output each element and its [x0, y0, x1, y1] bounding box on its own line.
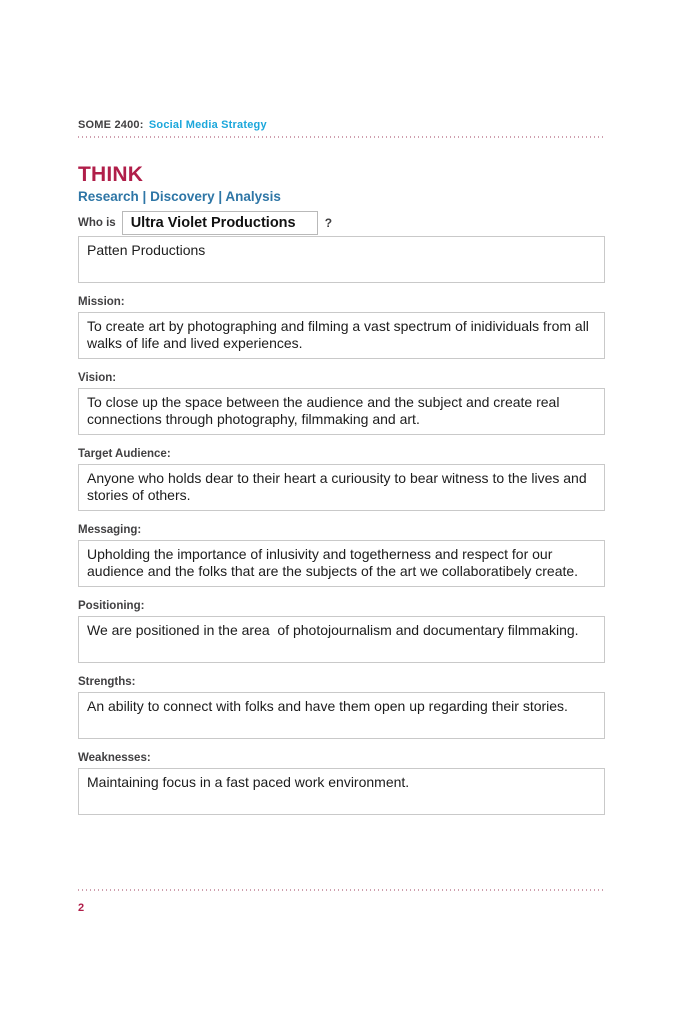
field-box-messaging[interactable]: Upholding the importance of inlusivity and togetherness and respect for our audience and the folks that are the subjects of the art we collaboratibely create.	[78, 540, 605, 587]
course-title: Social Media Strategy	[148, 119, 267, 131]
field-box-strengths[interactable]: An ability to connect with folks and have them open up regarding their stories.	[78, 692, 605, 739]
who-is-row	[78, 211, 605, 235]
field-label-target-audience: Target Audience:	[78, 447, 171, 460]
field-box-target-audience[interactable]: Anyone who holds dear to their heart a curiousity to bear witness to the lives and stories of others.	[78, 464, 605, 511]
section-subtitle: Research | Discovery | Analysis	[78, 189, 281, 204]
course-code: SOME 2400:	[78, 119, 144, 131]
field-box-positioning[interactable]: We are positioned in the area of photojournalism and documentary filmmaking.	[78, 616, 605, 663]
page-header	[78, 119, 605, 138]
field-label-vision: Vision:	[78, 371, 117, 384]
field-box-weaknesses[interactable]: Maintaining focus in a fast paced work environment.	[78, 768, 605, 815]
field-label-positioning: Positioning:	[78, 599, 145, 612]
field-label-messaging: Messaging:	[78, 523, 142, 536]
who-is-answer-field[interactable]: Patten Productions	[78, 236, 605, 283]
who-is-input[interactable]: Ultra Violet Productions	[122, 211, 318, 235]
field-label-mission: Mission:	[78, 295, 125, 308]
field-box-vision[interactable]: To close up the space between the audience and the subject and create real connections through photography, filmmaking and art.	[78, 388, 605, 435]
field-positioning	[78, 600, 605, 663]
who-is-label: Who is	[78, 216, 116, 229]
field-box-mission[interactable]: To create art by photographing and filming a vast spectrum of inidividuals from all walks of life and lived experiences.	[78, 312, 605, 359]
footer-divider	[78, 889, 605, 891]
field-strengths	[78, 676, 605, 739]
field-weaknesses	[78, 752, 605, 815]
field-label-weaknesses: Weaknesses:	[78, 751, 151, 764]
header-divider	[78, 136, 605, 138]
field-target-audience	[78, 448, 605, 511]
course-heading	[78, 119, 605, 131]
section-title: THINK	[78, 163, 144, 186]
page-footer	[78, 884, 605, 914]
question-mark-label: ?	[324, 215, 333, 230]
page-number: 2	[78, 902, 85, 914]
field-mission	[78, 296, 605, 359]
field-messaging	[78, 524, 605, 587]
field-vision	[78, 372, 605, 435]
worksheet-body	[78, 164, 605, 815]
field-label-strengths: Strengths:	[78, 675, 136, 688]
